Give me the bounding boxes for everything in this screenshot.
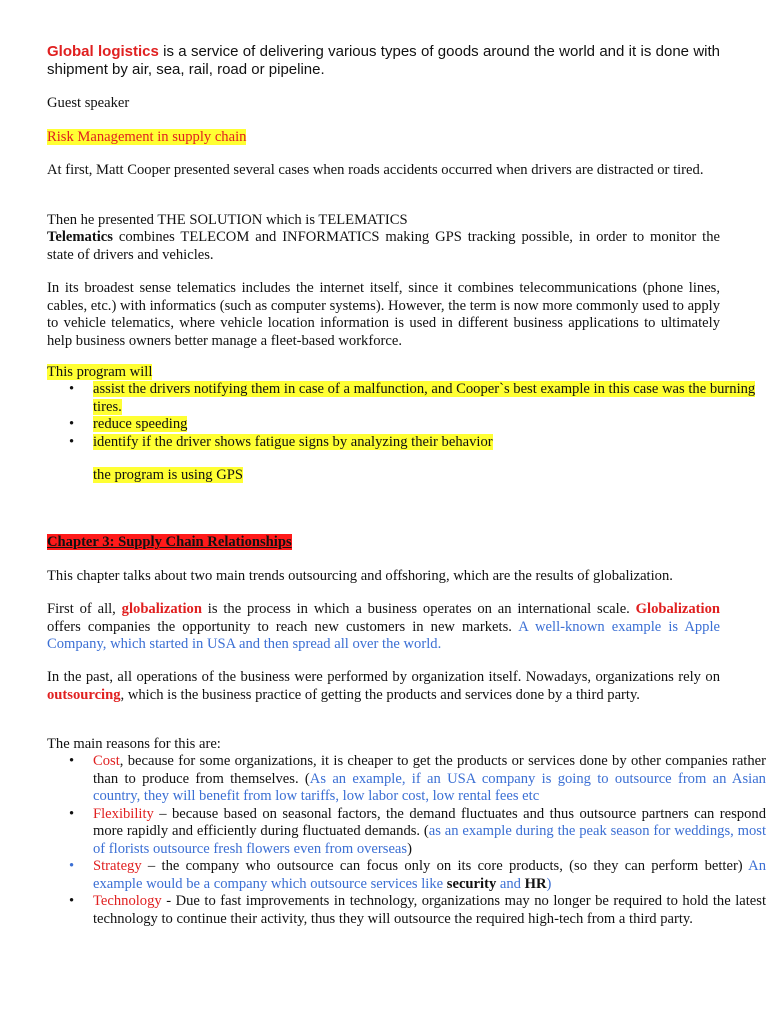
bullet-icon: • bbox=[69, 433, 75, 450]
strategy-example: An example would be a company which outsource services like bbox=[93, 858, 766, 892]
flexibility-example: as an example during the peak season for weddings, most of florists outsource fresh flowers even from overseas bbox=[93, 823, 766, 857]
program-intro-text: This program will bbox=[47, 364, 153, 380]
intro-paragraph bbox=[47, 43, 720, 79]
gps-note bbox=[93, 467, 720, 485]
bullet-icon: • bbox=[69, 381, 75, 397]
reasons-intro: The main reasons for this are: bbox=[47, 736, 221, 752]
bullet-icon: • bbox=[69, 805, 75, 822]
intro-text: is a service of delivering various types of goods around the world and it is done with shipment by air, sea, rail, road or pipeline. bbox=[47, 43, 721, 78]
strategy-term: Strategy bbox=[93, 858, 142, 874]
flexibility-term: Flexibility bbox=[93, 805, 154, 822]
program-list bbox=[47, 381, 766, 451]
reason-technology: • Technology - Due to fast improvements in technology, organizations may no longer be required to hold the latest technology to continue their activity, thus they will outsource the required high-tech from a third party. bbox=[69, 893, 766, 927]
cooper-paragraph: At first, Matt Cooper presented several cases when roads accidents occurred when drivers are distracted or tired. bbox=[47, 162, 704, 178]
broadest-sense-paragraph: In its broadest sense telematics includes the internet itself, since it combines telecommunications (phone lines, cables, etc.) with informatics (such as computer systems). However, the term is now more commonly used to apply to vehicle telematics, where vehicle location information is used in different business applications to ultimately help business owners better manage a fleet-based workforce. bbox=[47, 280, 720, 349]
hr-term: HR bbox=[524, 875, 547, 892]
solution-line: Then he presented THE SOLUTION which is TELEMATICS bbox=[47, 212, 408, 228]
telematics-paragraph bbox=[47, 229, 720, 264]
bullet-icon: • bbox=[69, 893, 75, 909]
cost-example: As an example, if an USA company is going to outsource from an Asian country, they will benefit from low tariffs, low labor cost, low rental fees etc bbox=[93, 770, 766, 804]
globalization-term-2: Globalization bbox=[635, 601, 720, 617]
risk-heading-text: Risk Management in supply chain bbox=[47, 129, 247, 145]
cost-term: Cost bbox=[93, 753, 120, 769]
risk-heading bbox=[47, 129, 720, 147]
security-term: security bbox=[446, 875, 497, 892]
globalization-term: globalization bbox=[121, 601, 202, 617]
telematics-term: Telematics bbox=[47, 229, 113, 245]
bullet-icon: • bbox=[69, 753, 75, 769]
chapter-paragraph: This chapter talks about two main trends outsourcing and offshoring, which are the results of globalization. bbox=[47, 568, 673, 584]
reason-cost: • Cost, because for some organizations, it is cheaper to get the products or services done by other companies rather than to produce from themselves. (As an example, if an USA company is going to outsource from an Asian country, they will benefit from low tariffs, low labor cost, low rental fees etc bbox=[69, 753, 766, 804]
bullet-icon: • bbox=[69, 416, 75, 432]
program-intro bbox=[47, 364, 720, 382]
guest-speaker-label: Guest speaker bbox=[47, 95, 130, 111]
reason-strategy: • Strategy – the company who outsource can focus only on its core products, (so they can perform better) An example would be a company which outsource services like security and HR) bbox=[69, 858, 766, 892]
apple-example: A well-known example is Apple Company, which started in USA and then spread all over the world. bbox=[47, 618, 720, 652]
technology-term: Technology bbox=[93, 893, 162, 909]
globalization-paragraph: First of all, globalization is the process in which a business operates on an international scale. Globalization offers companies the opportunity to reach new customers in new markets. A well-known example is Apple Company, which started in USA and then spread all over the world. bbox=[47, 601, 720, 652]
program-item: • assist the drivers notifying them in case of a malfunction, and Cooper`s best example in this case was the burning tires. bbox=[69, 381, 756, 415]
chapter-heading bbox=[47, 534, 720, 552]
telematics-text: combines TELECOM and INFORMATICS making GPS tracking possible, in order to monitor the state of drivers and vehicles. bbox=[47, 229, 720, 263]
gps-note-text: the program is using GPS bbox=[93, 467, 243, 483]
program-item: • identify if the driver shows fatigue signs by analyzing their behavior bbox=[69, 433, 493, 450]
global-logistics-term: Global logistics bbox=[47, 43, 159, 60]
chapter-heading-text: Chapter 3: Supply Chain Relationships bbox=[47, 534, 292, 550]
reasons-list bbox=[47, 753, 766, 928]
reason-flexibility: • Flexibility – because based on seasonal factors, the demand fluctuates and thus outsource partners can respond more rapidly and efficiently during fluctuated demands. (as an example during the peak season for weddings, most of florists outsource fresh flowers even from overseas) bbox=[69, 805, 766, 857]
program-item: • reduce speeding bbox=[69, 416, 188, 432]
outsourcing-term: outsourcing bbox=[47, 686, 121, 703]
outsourcing-paragraph: In the past, all operations of the business were performed by organization itself. Nowadays, organizations rely on outsourcing, which is the business practice of getting the products and services done by a third party. bbox=[47, 669, 720, 703]
bullet-icon: • bbox=[69, 858, 75, 874]
